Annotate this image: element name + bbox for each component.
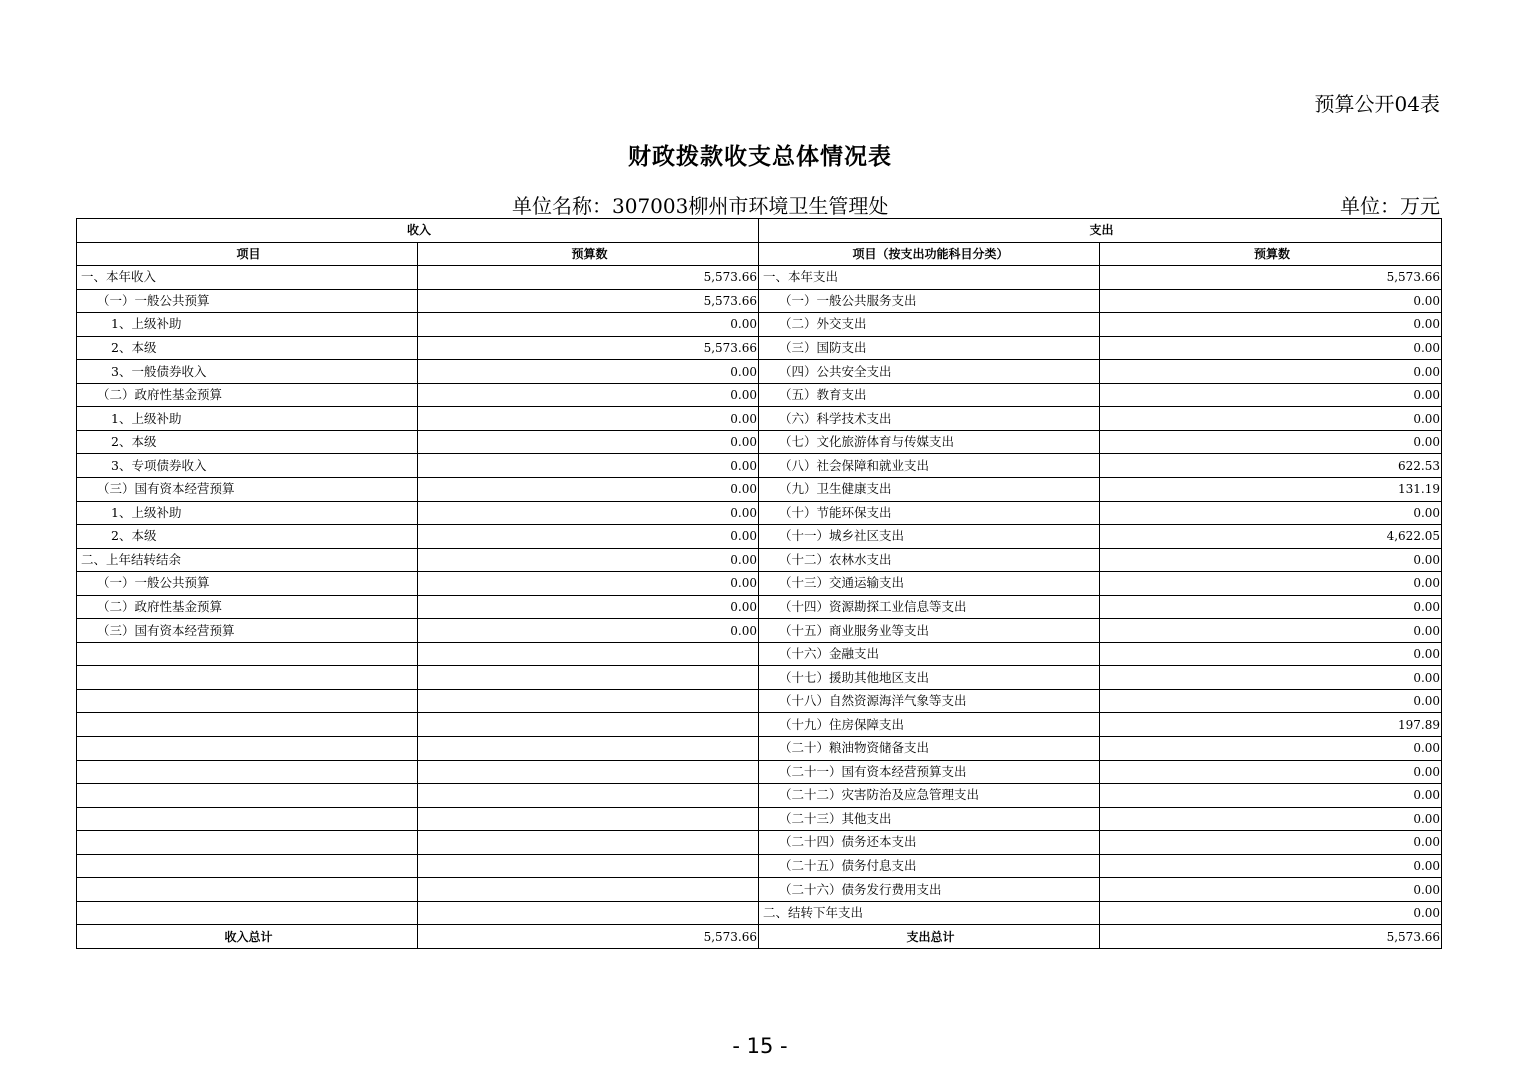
income-item-cell: 3、专项债券收入 xyxy=(77,454,418,478)
expense-value-cell: 0.00 xyxy=(1100,854,1442,878)
expense-value-cell: 0.00 xyxy=(1100,501,1442,525)
income-value-cell: 0.00 xyxy=(418,313,759,337)
expense-item-cell: （十二）农林水支出 xyxy=(759,548,1100,572)
expense-item-cell: （十八）自然资源海洋气象等支出 xyxy=(759,689,1100,713)
expense-item-cell: （五）教育支出 xyxy=(759,383,1100,407)
income-item-cell xyxy=(77,713,418,737)
table-row xyxy=(77,854,1442,878)
table-row xyxy=(77,784,1442,808)
expense-value-cell: 0.00 xyxy=(1100,760,1442,784)
expense-value-cell: 0.00 xyxy=(1100,572,1442,596)
table-row xyxy=(77,525,1442,549)
expense-value-cell: 0.00 xyxy=(1100,360,1442,384)
income-value-cell xyxy=(418,901,759,925)
expense-item-cell: （二十五）债务付息支出 xyxy=(759,854,1100,878)
income-value-cell xyxy=(418,689,759,713)
expense-item-cell: 一、本年支出 xyxy=(759,266,1100,290)
unit-name: 单位名称：307003柳州市环境卫生管理处 xyxy=(512,194,889,218)
income-item-cell: 1、上级补助 xyxy=(77,501,418,525)
table-row xyxy=(77,501,1442,525)
table-row xyxy=(77,642,1442,666)
income-value-cell: 0.00 xyxy=(418,619,759,643)
expense-item-cell: （十七）援助其他地区支出 xyxy=(759,666,1100,690)
income-value-cell: 0.00 xyxy=(418,548,759,572)
expense-value-cell: 0.00 xyxy=(1100,666,1442,690)
expense-value-cell: 4,622.05 xyxy=(1100,525,1442,549)
expense-item-cell: （二十）粮油物资储备支出 xyxy=(759,737,1100,761)
expense-value-cell: 0.00 xyxy=(1100,901,1442,925)
table-row xyxy=(77,737,1442,761)
expense-total-value: 5,573.66 xyxy=(1100,925,1442,949)
income-value-cell: 5,573.66 xyxy=(418,266,759,290)
income-value-cell xyxy=(418,878,759,902)
expense-value-cell: 622.53 xyxy=(1100,454,1442,478)
expense-item-cell: （十三）交通运输支出 xyxy=(759,572,1100,596)
table-group-header-row xyxy=(77,219,1442,243)
table-row xyxy=(77,266,1442,290)
expense-value-cell: 0.00 xyxy=(1100,430,1442,454)
expense-value-cell: 0.00 xyxy=(1100,619,1442,643)
expense-value-cell: 0.00 xyxy=(1100,784,1442,808)
table-row xyxy=(77,831,1442,855)
income-item-cell xyxy=(77,689,418,713)
income-value-cell xyxy=(418,760,759,784)
expense-item-cell: （十五）商业服务业等支出 xyxy=(759,619,1100,643)
expense-value-cell: 0.00 xyxy=(1100,737,1442,761)
income-item-header: 项目 xyxy=(77,242,418,266)
table-row xyxy=(77,878,1442,902)
expense-value-cell: 0.00 xyxy=(1100,642,1442,666)
income-total-label: 收入总计 xyxy=(77,925,418,949)
income-value-cell: 0.00 xyxy=(418,360,759,384)
expense-item-cell: （二十四）债务还本支出 xyxy=(759,831,1100,855)
income-item-cell xyxy=(77,666,418,690)
income-value-cell xyxy=(418,642,759,666)
income-item-cell xyxy=(77,878,418,902)
expense-value-cell: 0.00 xyxy=(1100,548,1442,572)
income-value-cell: 0.00 xyxy=(418,525,759,549)
income-value-cell xyxy=(418,713,759,737)
expense-item-cell: （七）文化旅游体育与传媒支出 xyxy=(759,430,1100,454)
income-item-cell: （二）政府性基金预算 xyxy=(77,383,418,407)
table-row xyxy=(77,407,1442,431)
expense-value-cell: 0.00 xyxy=(1100,289,1442,313)
expense-value-cell: 5,573.66 xyxy=(1100,266,1442,290)
income-item-cell xyxy=(77,854,418,878)
income-item-cell: 一、本年收入 xyxy=(77,266,418,290)
expense-total-label: 支出总计 xyxy=(759,925,1100,949)
table-row xyxy=(77,760,1442,784)
income-item-cell xyxy=(77,642,418,666)
table-row xyxy=(77,336,1442,360)
income-item-cell xyxy=(77,760,418,784)
page-number: - 15 - xyxy=(732,1034,788,1058)
expense-value-cell: 0.00 xyxy=(1100,383,1442,407)
income-value-cell: 0.00 xyxy=(418,430,759,454)
expense-value-cell: 0.00 xyxy=(1100,407,1442,431)
table-row xyxy=(77,807,1442,831)
income-item-cell: 2、本级 xyxy=(77,430,418,454)
table-row xyxy=(77,289,1442,313)
table-row xyxy=(77,619,1442,643)
income-item-cell: （二）政府性基金预算 xyxy=(77,595,418,619)
income-item-cell: 1、上级补助 xyxy=(77,313,418,337)
income-item-cell: （三）国有资本经营预算 xyxy=(77,619,418,643)
table-column-header-row xyxy=(77,242,1442,266)
expense-budget-header: 预算数 xyxy=(1100,242,1442,266)
income-value-cell xyxy=(418,854,759,878)
income-value-cell: 0.00 xyxy=(418,501,759,525)
expense-value-cell: 0.00 xyxy=(1100,831,1442,855)
expense-item-cell: （二十三）其他支出 xyxy=(759,807,1100,831)
expense-item-cell: （十）节能环保支出 xyxy=(759,501,1100,525)
expense-item-cell: （十九）住房保障支出 xyxy=(759,713,1100,737)
table-row xyxy=(77,689,1442,713)
currency-unit: 单位：万元 xyxy=(1340,194,1440,218)
table-row xyxy=(77,666,1442,690)
income-item-cell: （一）一般公共预算 xyxy=(77,289,418,313)
table-row xyxy=(77,313,1442,337)
income-value-cell: 0.00 xyxy=(418,454,759,478)
expense-value-cell: 131.19 xyxy=(1100,478,1442,502)
table-row xyxy=(77,901,1442,925)
income-value-cell xyxy=(418,784,759,808)
income-item-cell: 2、本级 xyxy=(77,525,418,549)
expense-item-cell: （一）一般公共服务支出 xyxy=(759,289,1100,313)
expense-group-header: 支出 xyxy=(759,219,1442,243)
income-value-cell: 5,573.66 xyxy=(418,289,759,313)
expense-item-cell: （八）社会保障和就业支出 xyxy=(759,454,1100,478)
expense-value-cell: 0.00 xyxy=(1100,313,1442,337)
table-row xyxy=(77,454,1442,478)
income-item-cell: 1、上级补助 xyxy=(77,407,418,431)
income-item-cell xyxy=(77,901,418,925)
income-item-cell xyxy=(77,831,418,855)
table-row xyxy=(77,383,1442,407)
table-row xyxy=(77,572,1442,596)
expense-item-header: 项目（按支出功能科目分类） xyxy=(759,242,1100,266)
expense-item-cell: （二十六）债务发行费用支出 xyxy=(759,878,1100,902)
expense-value-cell: 0.00 xyxy=(1100,807,1442,831)
income-budget-header: 预算数 xyxy=(418,242,759,266)
expense-value-cell: 0.00 xyxy=(1100,336,1442,360)
totals-row xyxy=(77,925,1442,949)
income-value-cell: 0.00 xyxy=(418,383,759,407)
table-row xyxy=(77,360,1442,384)
income-item-cell xyxy=(77,784,418,808)
page-title: 财政拨款收支总体情况表 xyxy=(628,144,892,170)
form-number: 预算公开04表 xyxy=(1314,92,1440,116)
income-item-cell: （一）一般公共预算 xyxy=(77,572,418,596)
income-total-value: 5,573.66 xyxy=(418,925,759,949)
income-value-cell: 0.00 xyxy=(418,595,759,619)
table-row xyxy=(77,595,1442,619)
income-item-cell: 2、本级 xyxy=(77,336,418,360)
income-item-cell: 3、一般债券收入 xyxy=(77,360,418,384)
income-value-cell: 0.00 xyxy=(418,407,759,431)
income-item-cell xyxy=(77,737,418,761)
expense-item-cell: （三）国防支出 xyxy=(759,336,1100,360)
table-row xyxy=(77,548,1442,572)
expense-item-cell: 二、结转下年支出 xyxy=(759,901,1100,925)
expense-value-cell: 0.00 xyxy=(1100,878,1442,902)
expense-item-cell: （九）卫生健康支出 xyxy=(759,478,1100,502)
expense-item-cell: （十六）金融支出 xyxy=(759,642,1100,666)
income-value-cell xyxy=(418,666,759,690)
income-value-cell: 0.00 xyxy=(418,478,759,502)
expense-item-cell: （十一）城乡社区支出 xyxy=(759,525,1100,549)
income-value-cell: 5,573.66 xyxy=(418,336,759,360)
expense-item-cell: （六）科学技术支出 xyxy=(759,407,1100,431)
table-row xyxy=(77,478,1442,502)
expense-value-cell: 0.00 xyxy=(1100,689,1442,713)
income-value-cell xyxy=(418,737,759,761)
income-value-cell xyxy=(418,807,759,831)
expense-item-cell: （十四）资源勘探工业信息等支出 xyxy=(759,595,1100,619)
expense-item-cell: （二）外交支出 xyxy=(759,313,1100,337)
budget-table xyxy=(76,218,1442,949)
table-row xyxy=(77,713,1442,737)
expense-value-cell: 197.89 xyxy=(1100,713,1442,737)
income-item-cell: 二、上年结转结余 xyxy=(77,548,418,572)
expense-item-cell: （二十一）国有资本经营预算支出 xyxy=(759,760,1100,784)
expense-value-cell: 0.00 xyxy=(1100,595,1442,619)
expense-item-cell: （二十二）灾害防治及应急管理支出 xyxy=(759,784,1100,808)
income-value-cell xyxy=(418,831,759,855)
income-group-header: 收入 xyxy=(77,219,759,243)
income-item-cell: （三）国有资本经营预算 xyxy=(77,478,418,502)
income-item-cell xyxy=(77,807,418,831)
table-row xyxy=(77,430,1442,454)
income-value-cell: 0.00 xyxy=(418,572,759,596)
expense-item-cell: （四）公共安全支出 xyxy=(759,360,1100,384)
